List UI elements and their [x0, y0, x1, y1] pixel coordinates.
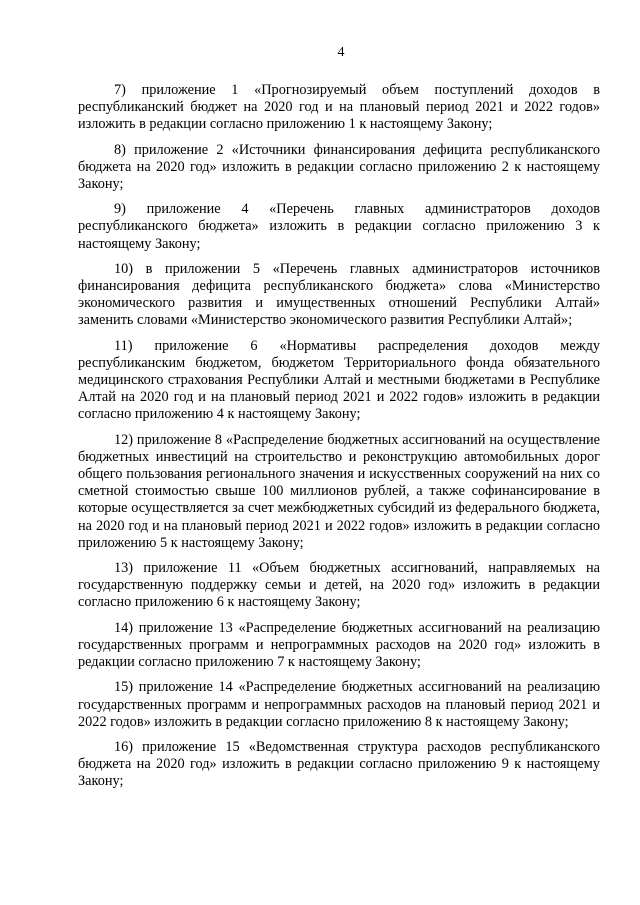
list-item-16: 16) приложение 15 «Ведомственная структура расходов республиканского бюджета на 2020 год» изложить в редакции согласно приложению 9 к настоящему Закону;	[78, 738, 600, 790]
list-item-10: 10) в приложении 5 «Перечень главных администраторов источников финансирования дефицита республиканского бюджета» слова «Министерство экономического развития и имущественных отношений Республики Алтай» заменить словами «Министерство экономического развития Республики Алтай»;	[78, 260, 600, 329]
page-number: 4	[337, 45, 345, 60]
list-item-15: 15) приложение 14 «Распределение бюджетных ассигнований на реализацию государственных программ и непрограммных расходов на плановый период 2021 и 2022 годов» изложить в редакции согласно приложению 8 к настоящему Закону;	[78, 679, 600, 730]
list-item-11: 11) приложение 6 «Нормативы распределения доходов между республиканским бюджетом, бюджетом Территориального фонда обязательного медицинского страхования Республики Алтай и местными бюджетами в Республике Алтай на 2020 год и на плановый период 2021 и 2022 годов» изложить в редакции согласно приложению 4 к настоящему Закону;	[78, 337, 600, 423]
list-item-14: 14) приложение 13 «Распределение бюджетных ассигнований на реализацию государственных программ и непрограммных расходов на 2020 год» изложить в редакции согласно приложению 7 к настоящему Закону;	[78, 619, 600, 671]
list-item-7: 7) приложение 1 «Прогнозируемый объем поступлений доходов в республиканский бюджет на 2020 год и на плановый период 2021 и 2022 годов» изложить в редакции согласно приложению 1 к настоящему Закону;	[78, 82, 600, 133]
list-item-13: 13) приложение 11 «Объем бюджетных ассигнований, направляемых на государственную поддержку семьи и детей, на 2020 год» изложить в редакции согласно приложению 6 к настоящему Закону;	[78, 560, 600, 611]
list-item-12: 12) приложение 8 «Распределение бюджетных ассигнований на осуществление бюджетных инвестиций на строительство и реконструкцию автомобильных дорог общего пользования регионального значения и искусственных сооружений на них со сметной стоимостью свыше 100 миллионов рублей, а также софинансирование в которые осуществляется за счет межбюджетных субсидий из федерального бюджета, на 2020 год и на плановый период 2021 и 2022 годов» изложить в редакции согласно приложению 5 к настоящему Закону;	[78, 431, 600, 551]
list-item-8: 8) приложение 2 «Источники финансирования дефицита республиканского бюджета на 2020 год» изложить в редакции согласно приложению 2 к настоящему Закону;	[78, 141, 600, 193]
list-item-9: 9) приложение 4 «Перечень главных администраторов доходов республиканского бюджета» изложить в редакции согласно приложению 3 к настоящему Закону;	[78, 201, 600, 252]
